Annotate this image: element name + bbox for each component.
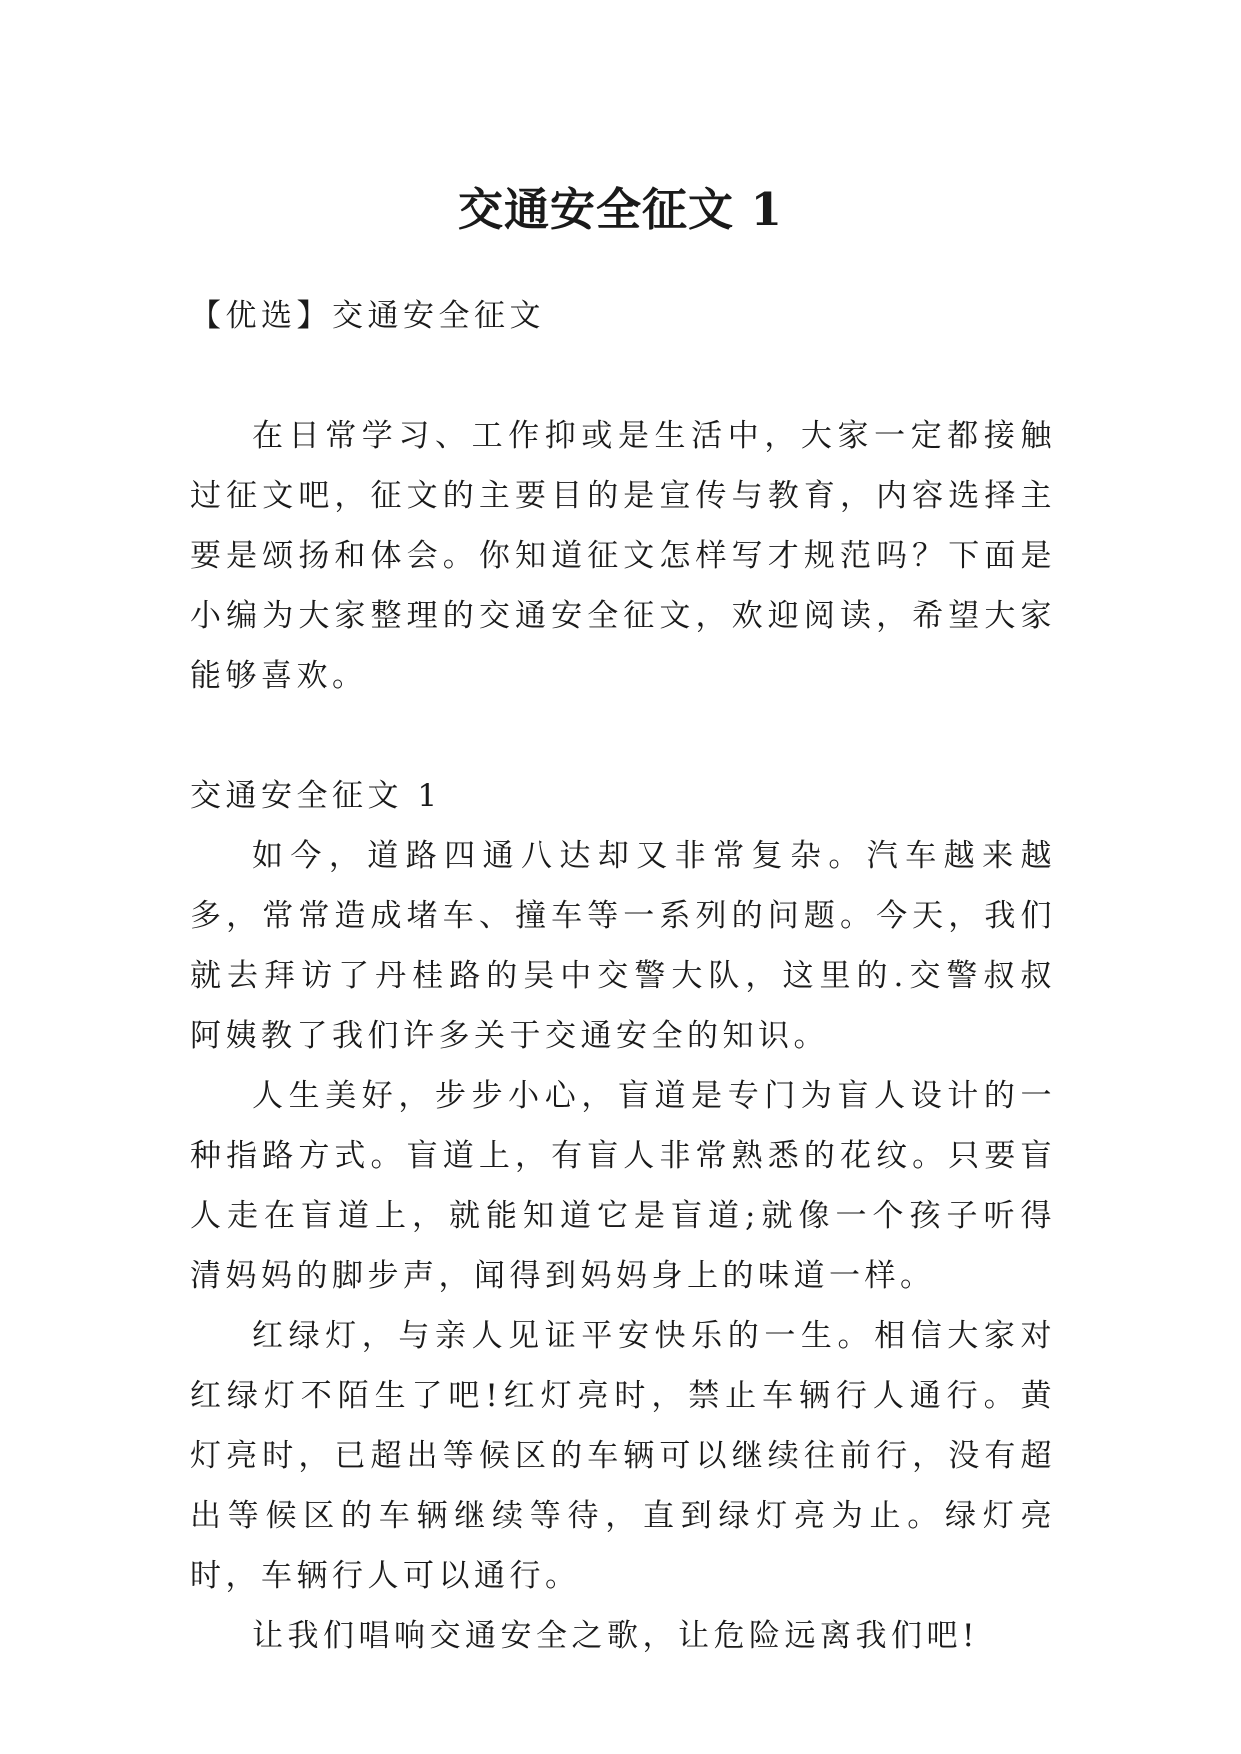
body-paragraph-1: 如今，道路四通八达却又非常复杂。汽车越来越多，常常造成堵车、撞车等一系列的问题。今天，我们就去拜访了丹桂路的吴中交警大队，这里的.交警叔叔阿姨教了我们许多关于交通安全的知识。: [190, 838, 1056, 1054]
body-paragraph-4: 让我们唱响交通安全之歌，让危险远离我们吧!: [252, 1618, 979, 1654]
section-title: 交通安全征文 1: [190, 778, 442, 814]
body-paragraph-3: 红绿灯，与亲人见证平安快乐的一生。相信大家对红绿灯不陌生了吧!红灯亮时，禁止车辆行人通行。黄灯亮时，已超出等候区的车辆可以继续往前行，没有超出等候区的车辆继续等待，直到绿灯亮为止。绿灯亮时，车辆行人可以通行。: [190, 1318, 1056, 1594]
body-paragraph-2: 人生美好，步步小心，盲道是专门为盲人设计的一种指路方式。盲道上，有盲人非常熟悉的花纹。只要盲人走在盲道上，就能知道它是盲道;就像一个孩子听得清妈妈的脚步声，闻得到妈妈身上的味道一样。: [190, 1078, 1056, 1294]
document-body: [190, 286, 1056, 1666]
intro-paragraph: 在日常学习、工作抑或是生活中，大家一定都接触过征文吧，征文的主要目的是宣传与教育，内容选择主要是颂扬和体会。你知道征文怎样写才规范吗？下面是小编为大家整理的交通安全征文，欢迎阅读，希望大家能够喜欢。: [190, 418, 1056, 694]
document-title: 交通安全征文 1: [458, 183, 783, 237]
document-subtitle: 【优选】交通安全征文: [190, 298, 545, 334]
